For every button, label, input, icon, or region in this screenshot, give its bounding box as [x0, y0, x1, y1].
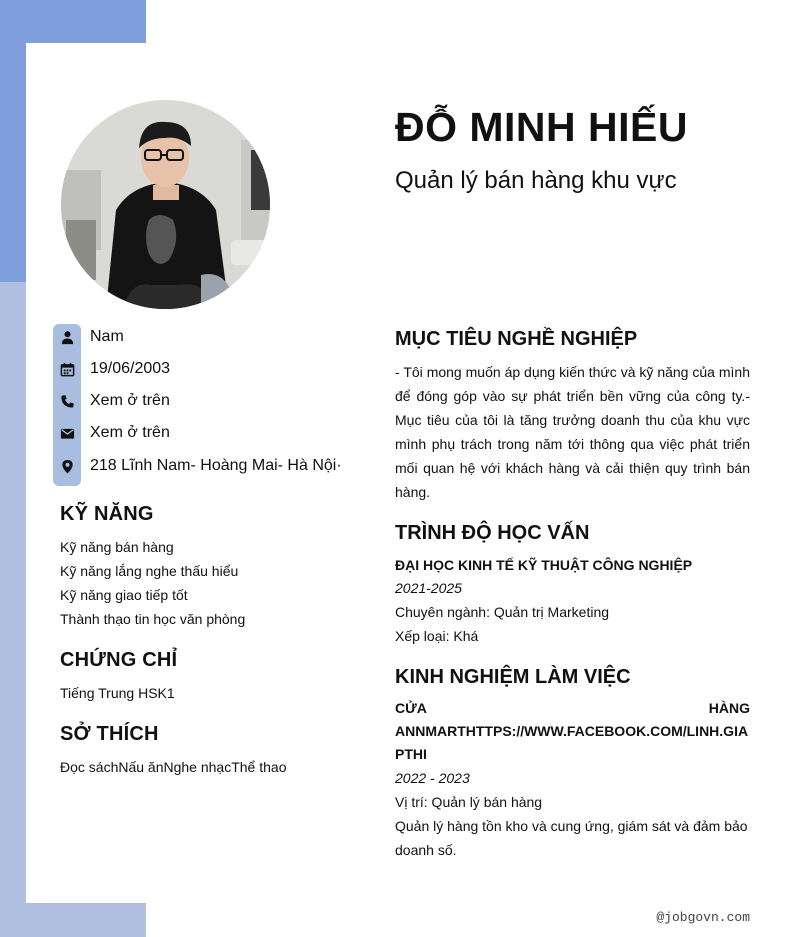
contact-gender: Nam: [53, 323, 124, 351]
hobbies-text: [60, 755, 286, 779]
skill-item: Thành thạo tin học văn phòng: [60, 611, 246, 627]
contact-phone: Xem ở trên: [53, 387, 170, 415]
contact-birthday: 19/06/2003: [53, 355, 170, 383]
education-heading: TRÌNH ĐỘ HỌC VẤN: [395, 522, 590, 544]
certificates-list: [60, 681, 175, 705]
hobbies-value: Đọc sáchNấu ănNghe nhạcThể thao: [60, 759, 287, 775]
company-word: HÀNG: [708, 700, 750, 716]
education-period: 2021-2025: [395, 580, 462, 596]
company-name-rest: ANNMARTHTTPS://WWW.FACEBOOK.COM/LINH.GIAPTHI: [395, 723, 749, 762]
hobbies-heading: SỞ THÍCH: [60, 723, 159, 745]
experience-heading: KINH NGHIỆM LÀM VIỆC: [395, 666, 631, 688]
skill-item: Kỹ năng lắng nghe thấu hiểu: [60, 563, 239, 579]
person-icon: [53, 323, 81, 351]
experience-period: 2022 - 2023: [395, 770, 470, 786]
certificate-item: Tiếng Trung HSK1: [60, 685, 175, 701]
objective-text: - Tôi mong muốn áp dụng kiến thức và kỹ năng của mình để đóng góp vào sự phát triển bền vững của công ty.- Mục tiêu của tôi là tăng trưởng doanh thu của khu vực mình phụ trách trong năm tới thông qua việc phát triển mối quan hệ với khách hàng và cải thiện quy trình bán hàng.: [395, 364, 750, 500]
decor-strip-left: [0, 282, 26, 937]
certificates-heading: CHỨNG CHỈ: [60, 649, 178, 671]
skills-heading: KỸ NĂNG: [60, 503, 154, 525]
education-grade: Xếp loại: Khá: [395, 628, 479, 644]
location-icon: [53, 452, 81, 480]
education-school: ĐẠI HỌC KINH TẾ KỸ THUẬT CÔNG NGHIỆP: [395, 557, 693, 573]
experience-description: Quản lý hàng tồn kho và cung ứng, giám sát và đảm bảo doanh số.: [395, 818, 748, 858]
mail-icon: [53, 419, 81, 447]
candidate-name: ĐỖ MINH HIẾU: [395, 104, 688, 150]
contact-email: Xem ở trên: [53, 419, 170, 447]
objective-heading: MỤC TIÊU NGHỀ NGHIỆP: [395, 328, 638, 350]
experience-company: [395, 697, 750, 766]
candidate-role: Quản lý bán hàng khu vực: [395, 167, 677, 194]
experience-position: Vị trí: Quản lý bán hàng: [395, 794, 543, 810]
decor-block-bottom: [0, 903, 146, 937]
skill-item: Kỹ năng bán hàng: [60, 539, 174, 555]
skill-item: Kỹ năng giao tiếp tốt: [60, 587, 188, 603]
education-major: Chuyên ngành: Quản trị Marketing: [395, 604, 610, 620]
profile-photo: [61, 100, 270, 309]
contact-address: 218 Lĩnh Nam- Hoàng Mai- Hà Nội·: [53, 452, 342, 480]
footer-watermark: @jobgovn.com: [656, 910, 750, 925]
phone-icon: [53, 387, 81, 415]
calendar-icon: [53, 355, 81, 383]
company-word: CỬA: [395, 700, 427, 716]
skills-list: [60, 535, 245, 631]
